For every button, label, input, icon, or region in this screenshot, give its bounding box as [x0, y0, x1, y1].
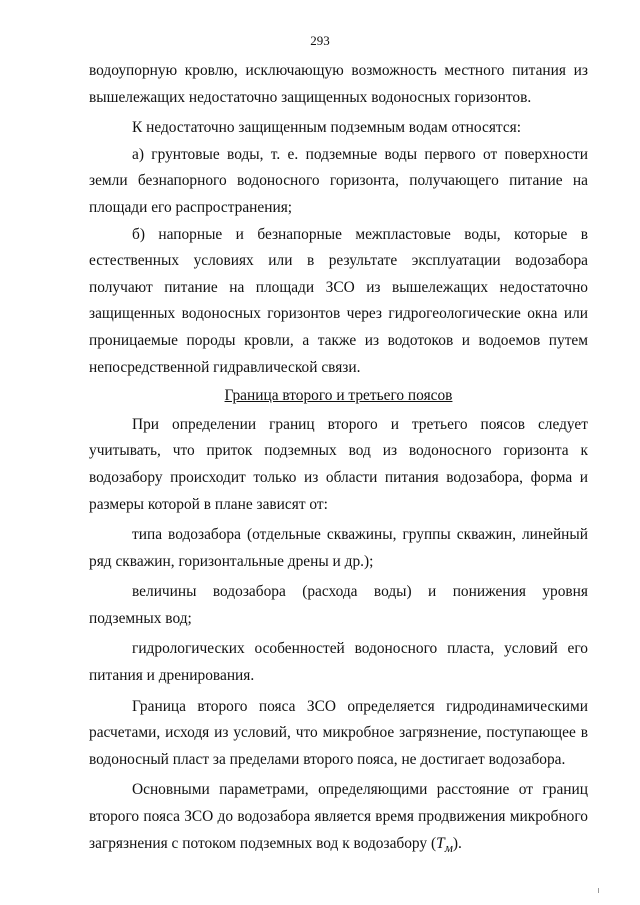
paragraph-boundaries: При определении границ второго и третьего поясов следует учитывать, что приток подземных вод из водоносного горизонта к водозабору происходит только из области питания водозабора, форма и размеры которой в плане зависят от:	[89, 415, 588, 513]
paragraph-intro-list: К недостаточно защищенным подземным водам относятся:	[132, 119, 522, 137]
list-item-a: а) грунтовые воды, т. е. подземные воды первого от поверхности земли безнапорного водоносного горизонта, получающего питание на площади его распространения;	[89, 145, 588, 216]
formula-subscript: м	[444, 840, 453, 855]
scan-mark	[598, 888, 599, 893]
paragraph-parameters	[89, 777, 588, 861]
section-heading: Граница второго и третьего поясов	[224, 387, 453, 405]
formula-symbol	[436, 834, 453, 855]
page-body	[89, 58, 588, 861]
paragraph-second-belt: Граница второго пояса ЗСО определяется гидродинамическими расчетами, исходя из условий, что микробное загрязнение, поступающее в водоносный пласт за пределами второго пояса, не достигает водозабора.	[89, 697, 588, 768]
list-item-b: б) напорные и безнапорные межпластовые воды, которые в естественных условиях или в результате эксплуатации водозабора получают питание на площади ЗСО из вышележащих недостаточно защищенных водоносных горизонтов через гидрогеологические окна или проницаемые породы кровли, а также из водотоков и водоемов путем непосредственной гидравлической связи.	[89, 225, 588, 376]
page-number: 293	[310, 33, 330, 48]
paragraph-continuation: водоупорную кровлю, исключающую возможность местного питания из вышележащих недостаточно защищенных водоносных горизонтов.	[89, 62, 588, 106]
paragraph-parameters-text: Основными параметрами, определяющими расстояние от границ второго пояса ЗСО до водозабора является время продвижения микробного загрязнения с потоком подземных вод к водозабору	[89, 781, 588, 852]
list-item-intake-type: типа водозабора (отдельные скважины, группы скважин, линейный ряд скважин, горизонтальные дрены и др.);	[89, 526, 588, 570]
formula-close: ).	[452, 834, 462, 852]
list-item-hydrology: гидрологических особенностей водоносного пласта, условий его питания и дренирования.	[89, 640, 588, 685]
formula-open: (	[430, 834, 437, 852]
list-item-intake-size: величины водозабора (расхода воды) и понижения уровня подземных вод;	[89, 583, 588, 627]
formula-variable: T	[436, 834, 445, 852]
